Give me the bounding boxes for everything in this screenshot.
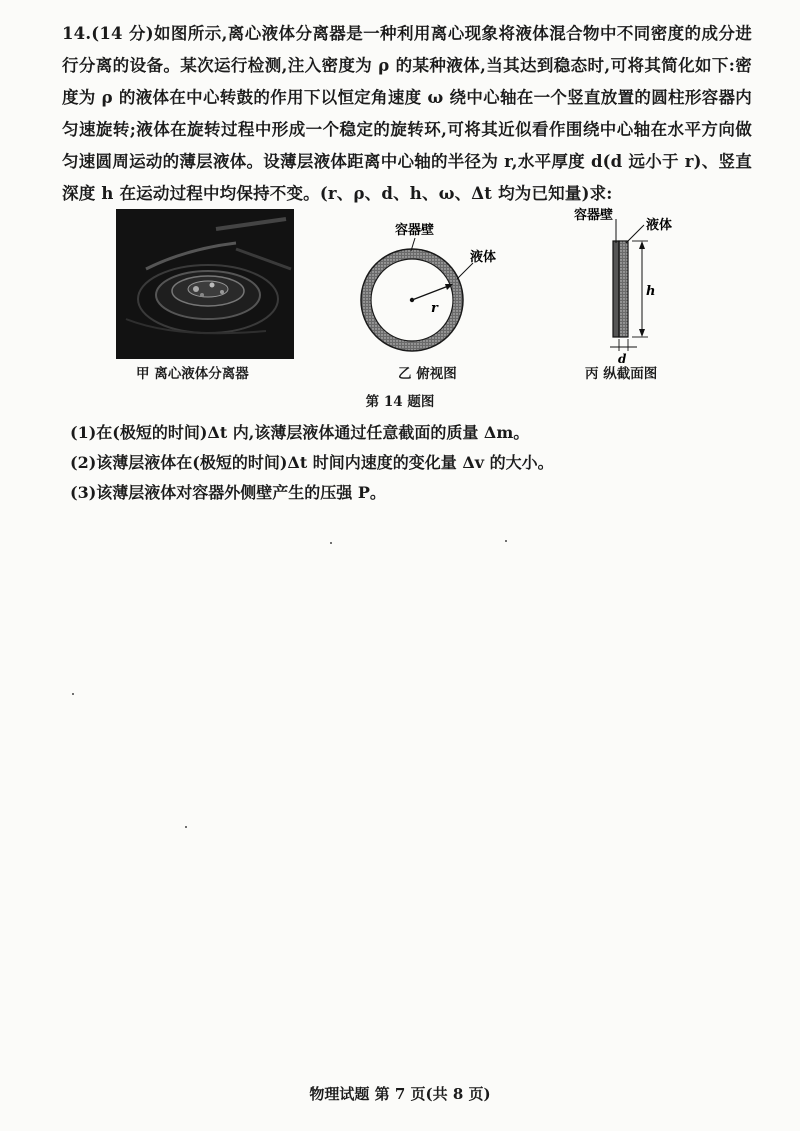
question-1: (1)在(极短的时间)Δt 内,该薄层液体通过任意截面的质量 Δm。: [70, 423, 530, 442]
top-liquid-label: 液体: [470, 250, 497, 265]
section-liquid-pointer: [626, 225, 644, 243]
thickness-label: d: [618, 352, 627, 365]
height-label: h: [646, 284, 656, 299]
section-view-caption: 丙 纵截面图: [585, 366, 658, 382]
question-2: (2)该薄层液体在(极短的时间)Δt 时间内速度的变化量 Δv 的大小。: [70, 453, 554, 472]
scan-speck: [185, 826, 187, 828]
scan-speck: [330, 542, 332, 544]
section-view-diagram: [560, 205, 710, 365]
top-wall-label: 容器壁: [395, 223, 435, 238]
section-wall: [613, 241, 619, 337]
figure-row: [0, 205, 800, 405]
centrifuge-photo-image: [116, 209, 294, 359]
problem-statement: [62, 18, 752, 210]
problem-text: 14.(14 分)如图所示,离心液体分离器是一种利用离心现象将液体混合物中不同密度的成分进行分离的设备。某次运行检测,注入密度为 ρ 的某种液体,当其达到稳态时,可将其简化如下:密度为 ρ 的液体在中心转鼓的作用下以恒定角速度 ω 绕中心轴在一个竖直放置的圆柱形容器内匀速旋转;液体在旋转过程中形成一个稳定的旋转环,可将其近似看作围绕中心轴在水平方向做匀速圆周运动的薄层液体。设薄层液体距离中心轴的半径为 r,水平厚度 d(d 远小于 r)、竖直深度 h 在运动过程中均保持不变。(r、ρ、d、h、ω、Δt 均为已知量)求:: [62, 24, 752, 203]
section-wall-label: 容器壁: [574, 208, 614, 223]
scan-speck: [72, 693, 74, 695]
centrifuge-photo: [116, 209, 294, 359]
radius-label: r: [431, 301, 438, 316]
top-view-diagram: [345, 205, 515, 355]
photo-caption: 甲 离心液体分离器: [136, 366, 249, 382]
top-view-caption: 乙 俯视图: [398, 366, 457, 382]
section-liquid: [619, 241, 628, 337]
questions-list: [70, 418, 760, 508]
section-liquid-label: 液体: [646, 218, 673, 233]
liquid-pointer: [457, 263, 473, 279]
page-footer: 物理试题 第 7 页(共 8 页): [309, 1085, 491, 1103]
question-3: (3)该薄层液体对容器外侧壁产生的压强 P。: [70, 483, 386, 502]
figure-title: 第 14 题图: [365, 394, 435, 410]
scan-speck: [505, 540, 507, 542]
